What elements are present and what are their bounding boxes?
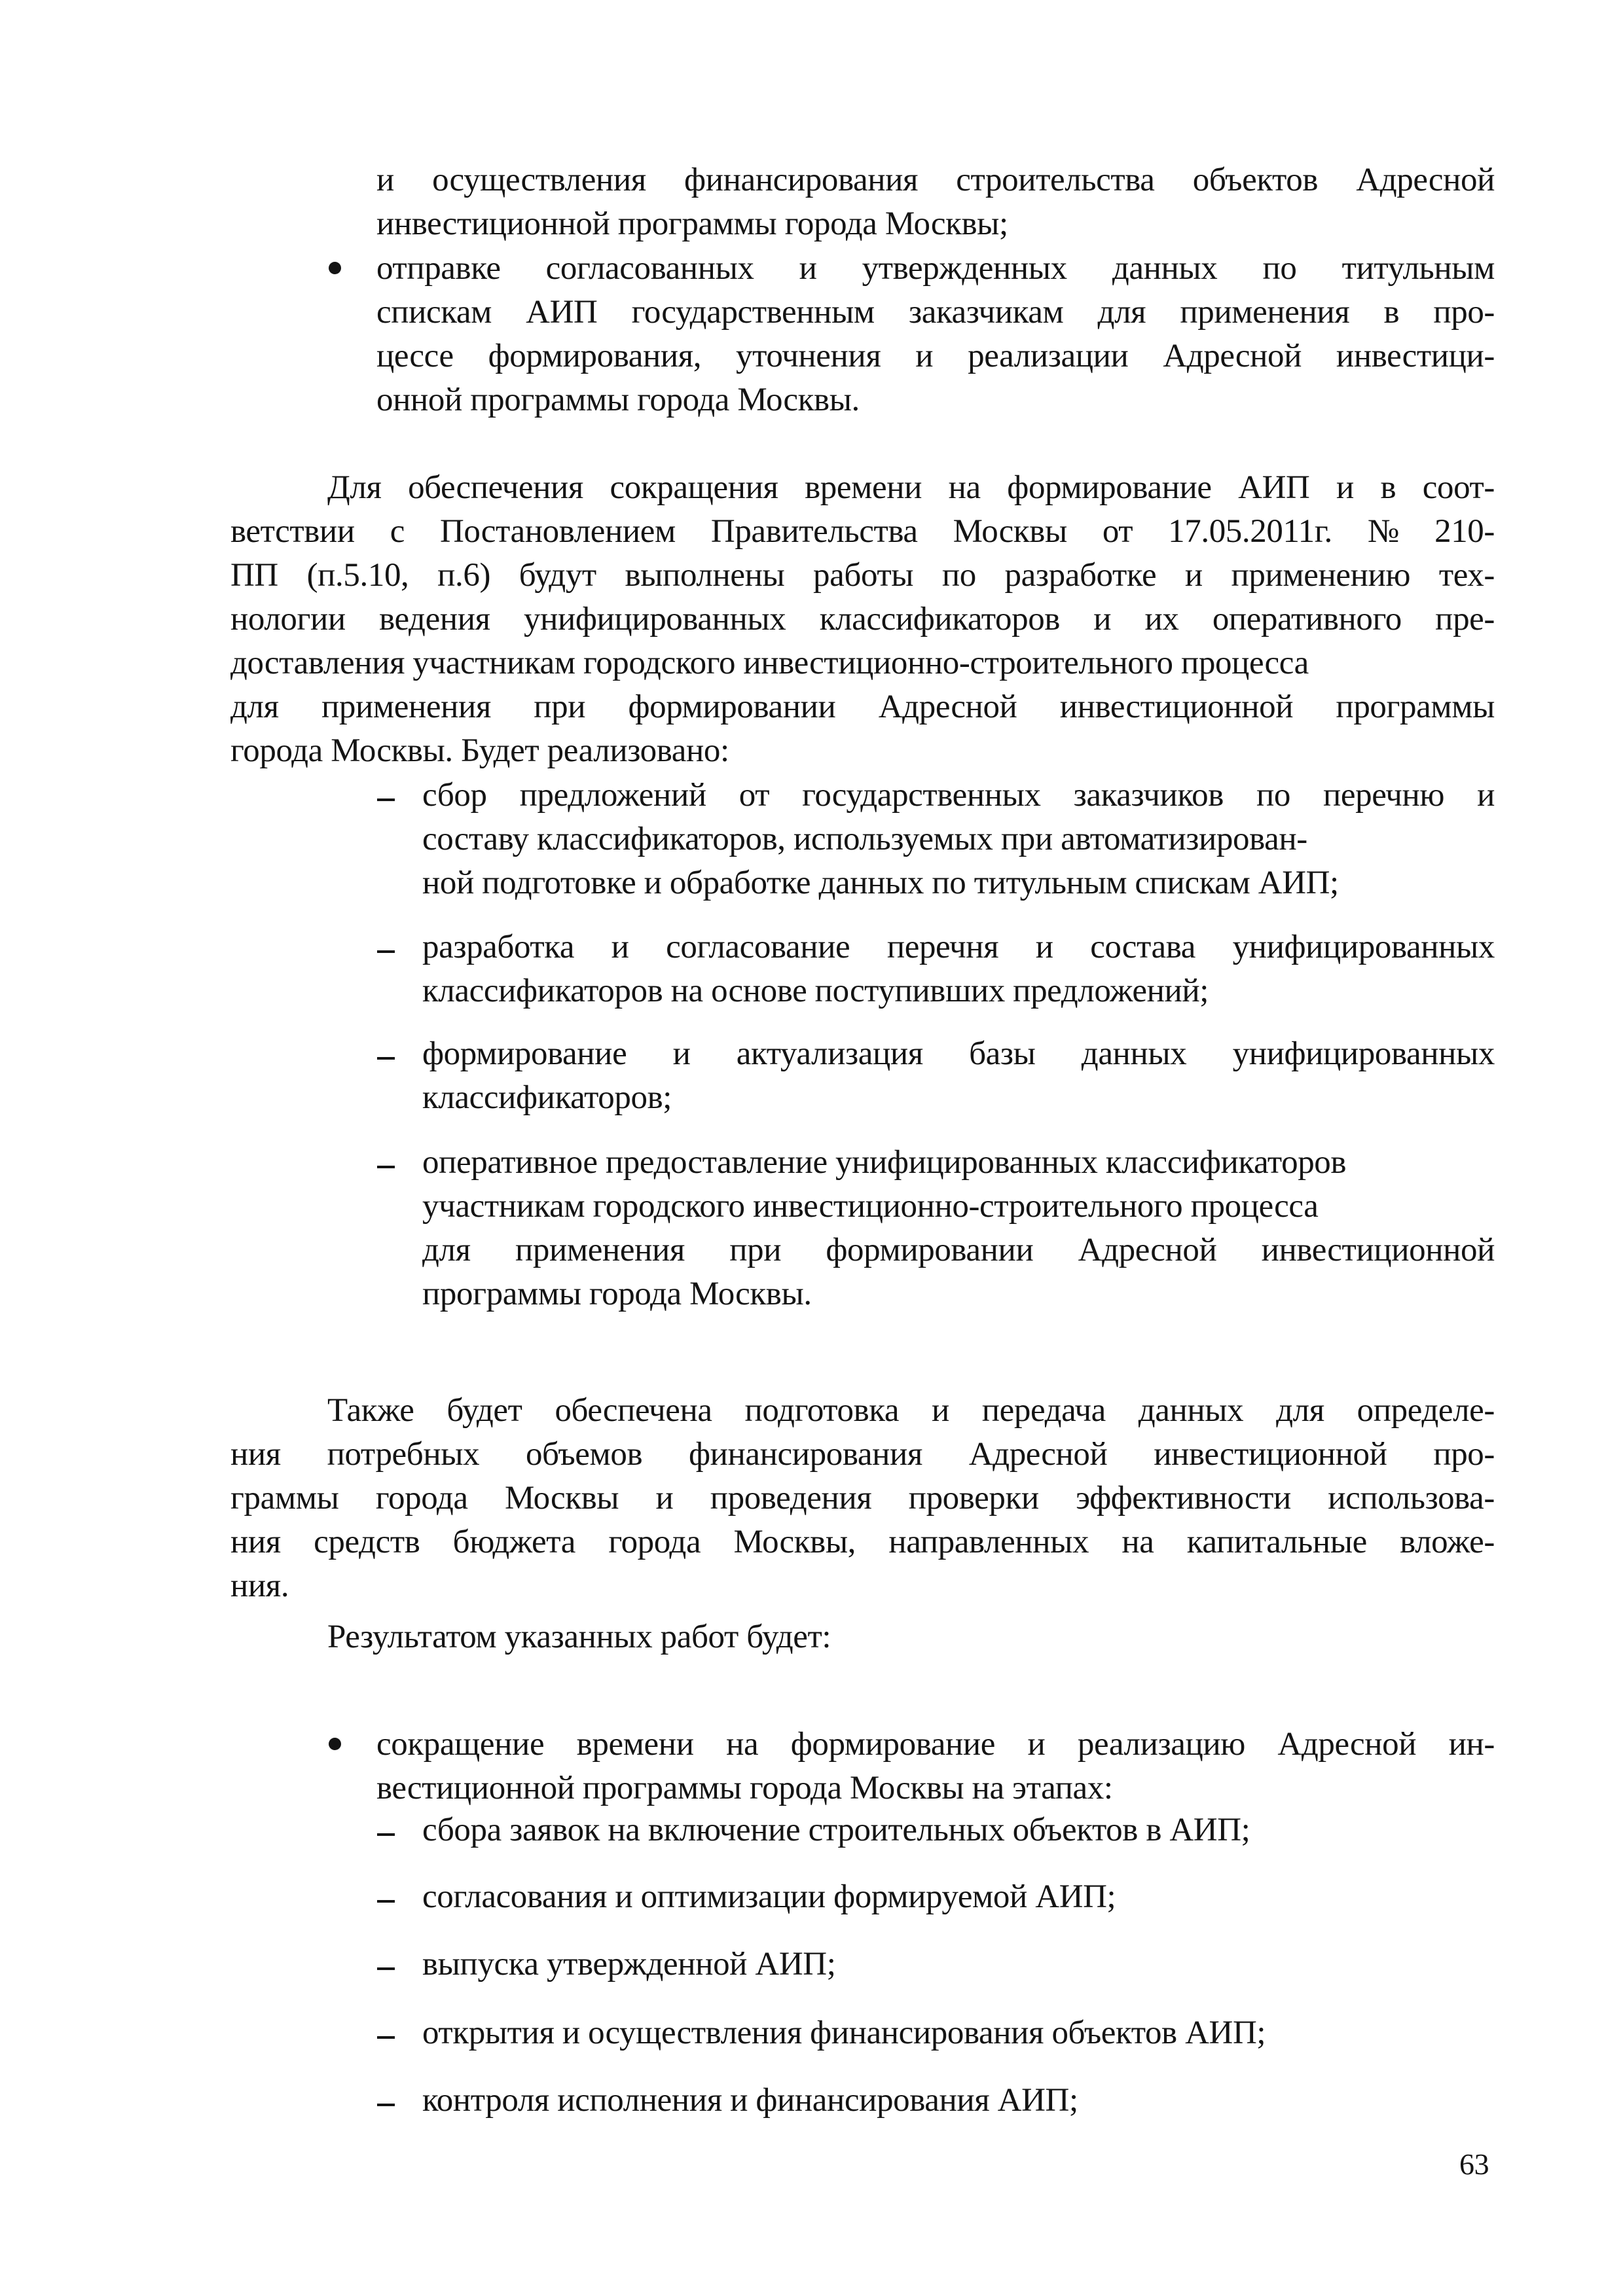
text-line: ной подготовке и обработке данных по титульным спискам АИП; [422, 865, 1339, 901]
dash-icon [377, 2036, 395, 2039]
text-line: онной программы города Москвы. [376, 382, 860, 418]
text-line: формирование и актуализация базы данных унифицированных [422, 1035, 1495, 1072]
text-line: Также будет обеспечена подготовка и передача данных для определе- [327, 1392, 1495, 1429]
text-line: сбор предложений от государственных заказчиков по перечню и [422, 777, 1495, 814]
text-line: ния средств бюджета города Москвы, направленных на капитальные вложе- [230, 1524, 1495, 1560]
dash-icon [377, 950, 395, 953]
dash-icon [377, 1166, 395, 1168]
text-line: классификаторов; [422, 1079, 672, 1116]
text-line: инвестиционной программы города Москвы; [376, 206, 1008, 242]
text-line: Результатом указанных работ будет: [327, 1619, 831, 1655]
text-line: доставления участникам городского инвестиционно-строительного процесса [230, 645, 1309, 681]
page-number: 63 [1459, 2147, 1489, 2181]
text-line: оперативное предоставление унифицированных классификаторов [422, 1144, 1347, 1181]
text-line: участникам городского инвестиционно-строительного процесса [422, 1188, 1319, 1225]
text-line: ветствии с Постановлением Правительства Москвы от 17.05.2011г. № 210- [230, 513, 1495, 550]
dash-icon [377, 798, 395, 801]
text-line: классификаторов на основе поступивших предложений; [422, 973, 1209, 1009]
bullet-icon [329, 262, 341, 274]
text-line: ПП (п.5.10, п.6) будут выполнены работы по разработке и применению тех- [230, 557, 1495, 594]
text-line: сбора заявок на включение строительных объектов в АИП; [422, 1812, 1250, 1848]
text-line: спискам АИП государственным заказчикам для применения в про- [376, 294, 1495, 331]
text-line: открытия и осуществления финансирования объектов АИП; [422, 2015, 1266, 2051]
text-line: контроля исполнения и финансирования АИП; [422, 2082, 1078, 2119]
dash-icon [377, 2104, 395, 2106]
dash-icon [377, 1900, 395, 1903]
text-line: программы города Москвы. [422, 1276, 812, 1312]
text-line: выпуска утвержденной АИП; [422, 1946, 836, 1982]
text-line: для применения при формировании Адресной инвестиционной программы [230, 689, 1495, 725]
text-line: граммы города Москвы и проведения проверки эффективности использова- [230, 1480, 1495, 1516]
text-line: разработка и согласование перечня и состава унифицированных [422, 929, 1495, 965]
text-line: и осуществления финансирования строительства объектов Адресной [376, 162, 1495, 198]
text-line: сокращение времени на формирование и реализацию Адресной ин- [376, 1726, 1495, 1763]
dash-icon [377, 1833, 395, 1836]
bullet-icon [329, 1738, 341, 1750]
dash-icon [377, 1967, 395, 1970]
text-line: составу классификаторов, используемых при автоматизирован- [422, 821, 1307, 857]
text-line: вестиционной программы города Москвы на этапах: [376, 1770, 1113, 1806]
text-line: ния потребных объемов финансирования Адресной инвестиционной про- [230, 1436, 1495, 1473]
text-line: города Москвы. Будет реализовано: [230, 732, 729, 769]
text-line: нологии ведения унифицированных классификаторов и их оперативного пре- [230, 601, 1495, 637]
text-line: отправке согласованных и утвержденных данных по титульным [376, 250, 1495, 287]
text-line: ния. [230, 1568, 289, 1604]
text-line: согласования и оптимизации формируемой АИП; [422, 1878, 1116, 1915]
text-line: цессе формирования, уточнения и реализации Адресной инвестици- [376, 338, 1495, 374]
text-line: для применения при формировании Адресной инвестиционной [422, 1232, 1495, 1268]
dash-icon [377, 1057, 395, 1060]
text-line: Для обеспечения сокращения времени на формирование АИП и в соот- [327, 469, 1495, 506]
